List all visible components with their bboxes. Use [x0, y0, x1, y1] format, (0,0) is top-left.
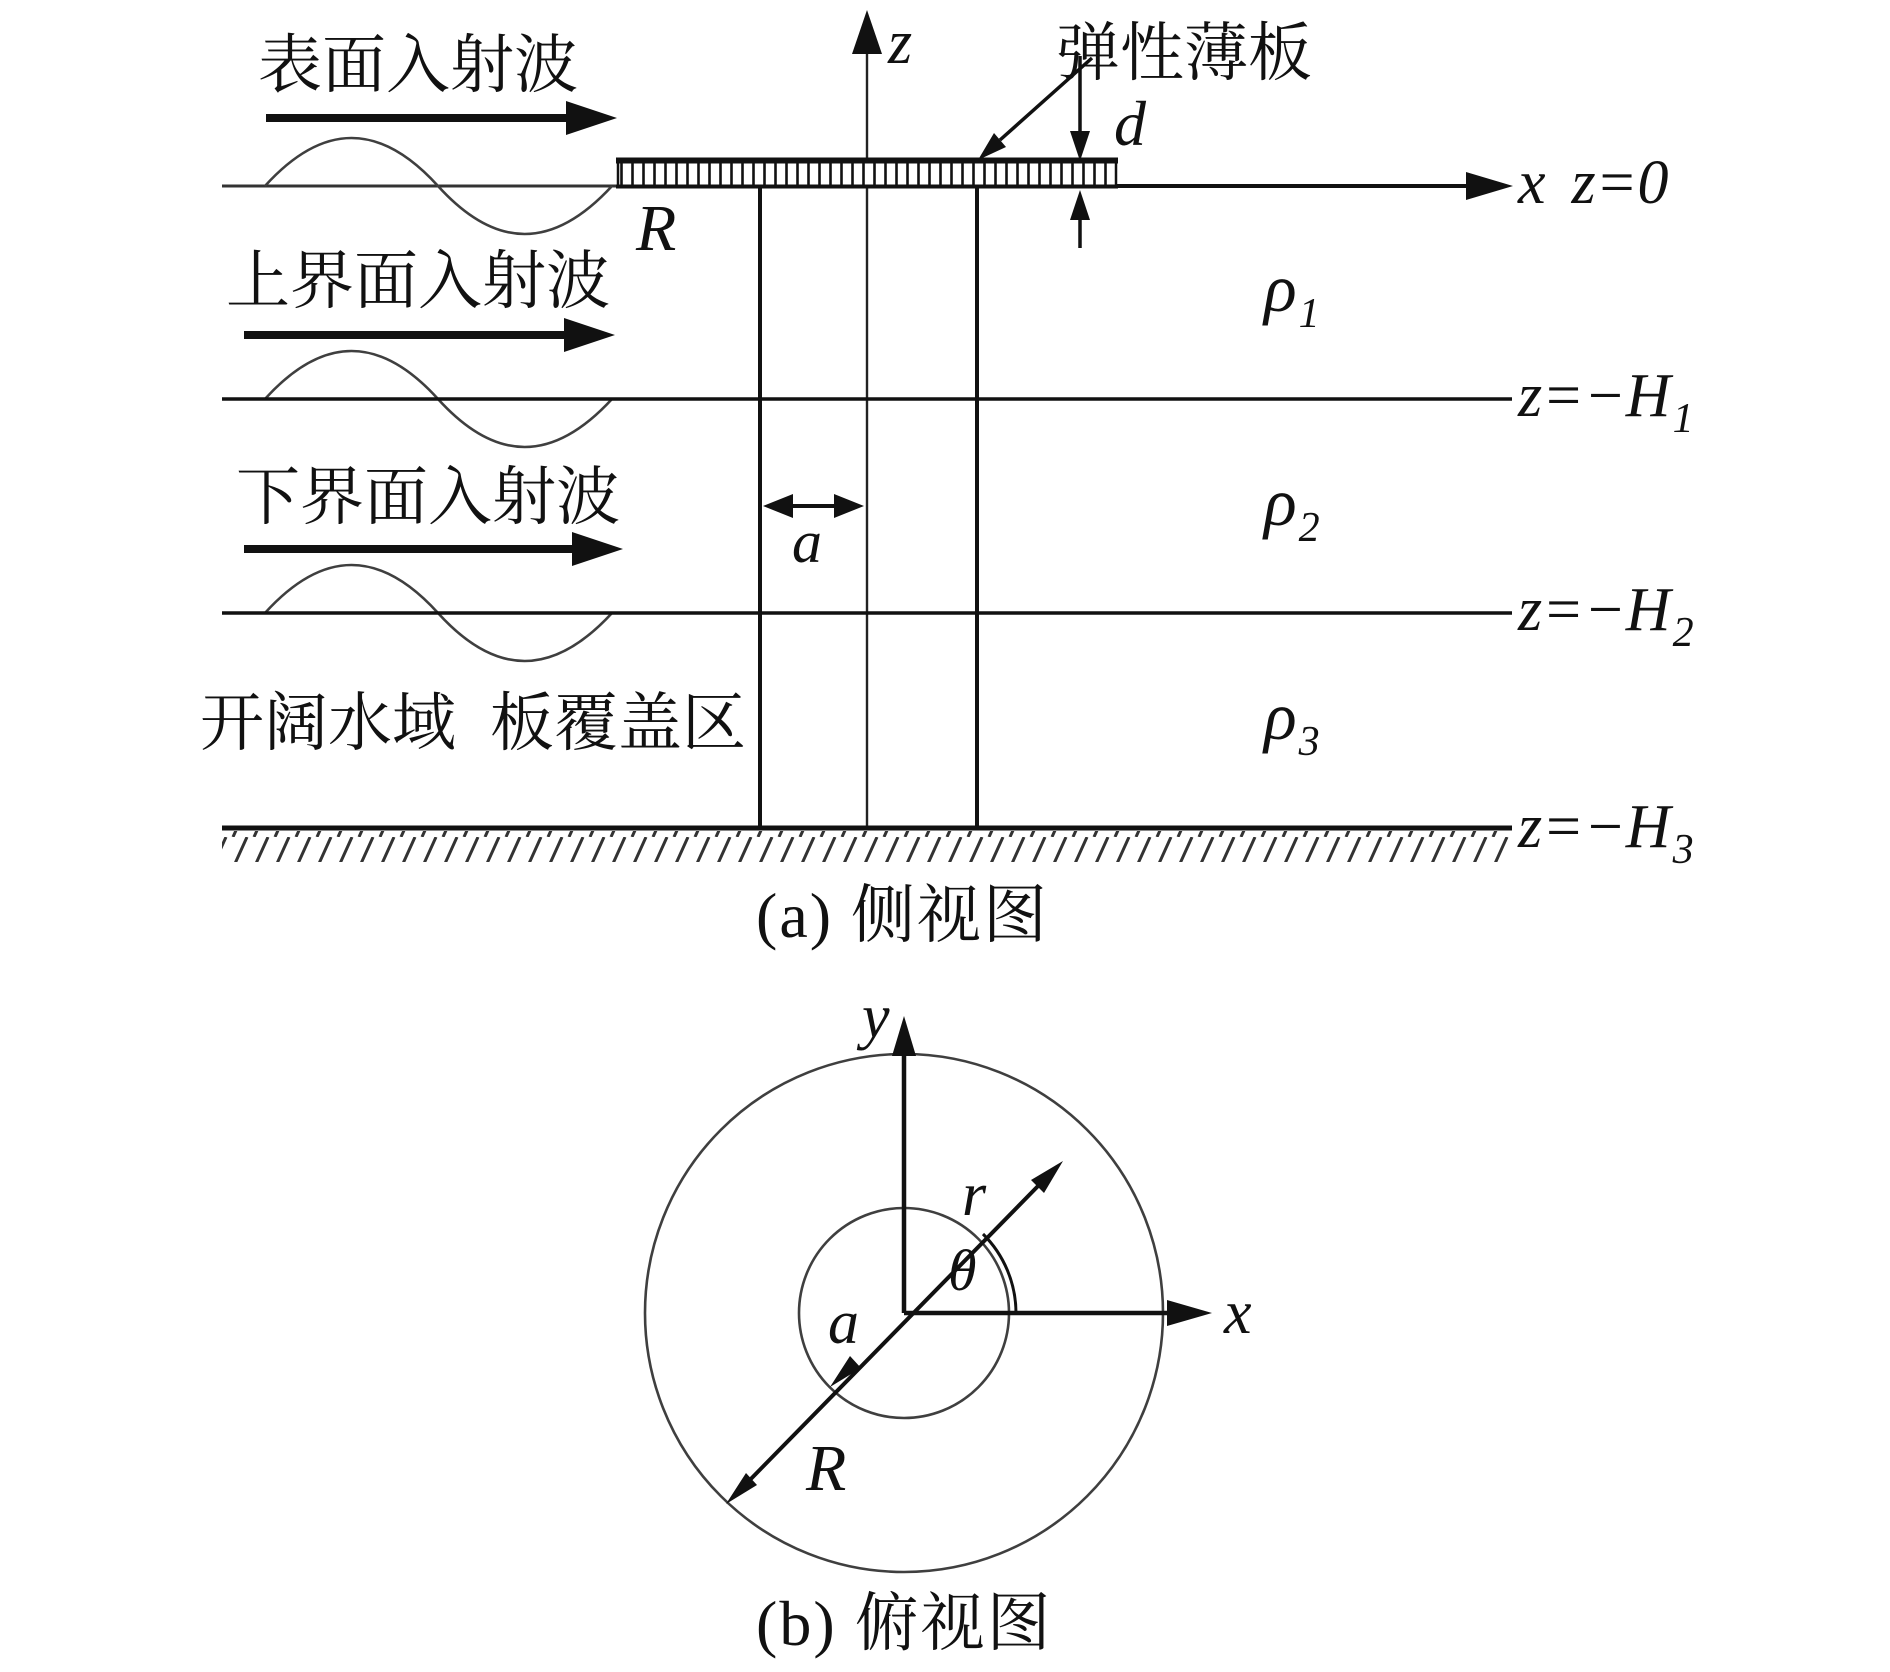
- density-label-rho3: $\rho_3$: [1264, 678, 1320, 765]
- top-view-y-axis: [892, 1016, 916, 1313]
- density-label-rho2: $\rho_2$: [1264, 464, 1320, 551]
- density-label-rho1: $\rho_1$: [1264, 250, 1320, 337]
- plate-covered-region-label: 板覆盖区: [490, 688, 746, 759]
- radial-line: [726, 1161, 1063, 1504]
- thickness-arrow-up: [1070, 190, 1090, 248]
- open-water-region-label: 开阔水域: [200, 688, 456, 759]
- depth-label-h1: $z=-H_1$: [1518, 362, 1694, 442]
- elastic-plate: [616, 161, 1118, 187]
- inner-radius-label: a: [792, 509, 822, 575]
- top-view-y-axis-label: y: [862, 983, 890, 1051]
- top-view-outer-radius-label: R: [806, 1432, 847, 1505]
- radial-coordinate-label: r: [962, 1161, 987, 1229]
- elastic-plate-label: 弹性薄板: [1056, 18, 1312, 89]
- plate-radius-label: R: [636, 192, 677, 265]
- plate-thickness-label: d: [1114, 88, 1146, 159]
- depth-label-h3: $z=-H_3$: [1518, 793, 1694, 873]
- z-axis: [852, 10, 882, 828]
- side-view-caption: (a) 侧视图: [756, 880, 1050, 951]
- seabed: [222, 828, 1512, 862]
- depth-label-h2: $z=-H_2$: [1518, 576, 1694, 656]
- upper-interface-wave-arrow: [244, 318, 615, 352]
- surface-wave-label: 表面入射波: [258, 30, 578, 101]
- lower-interface-wave-label: 下界面入射波: [236, 462, 620, 533]
- x-axis-depth-label: [1518, 149, 1669, 217]
- top-view-caption: (b) 俯视图: [756, 1588, 1053, 1659]
- surface-wave-arrow: [266, 101, 617, 135]
- top-view-inner-radius-label: a: [828, 1289, 859, 1357]
- top-view-x-axis-label: x: [1224, 1279, 1252, 1347]
- upper-interface-wave-label: 上界面入射波: [226, 246, 610, 317]
- surface-depth-label: z=0: [1571, 149, 1669, 217]
- angle-coordinate-label: θ: [948, 1238, 977, 1303]
- top-view-x-axis: [904, 1300, 1212, 1326]
- x-axis: [1116, 172, 1513, 200]
- z-axis-label: z: [888, 9, 913, 77]
- lower-interface-wave-arrow: [244, 532, 623, 566]
- x-axis-label: x: [1518, 149, 1546, 217]
- theta-arc: [983, 1234, 1016, 1313]
